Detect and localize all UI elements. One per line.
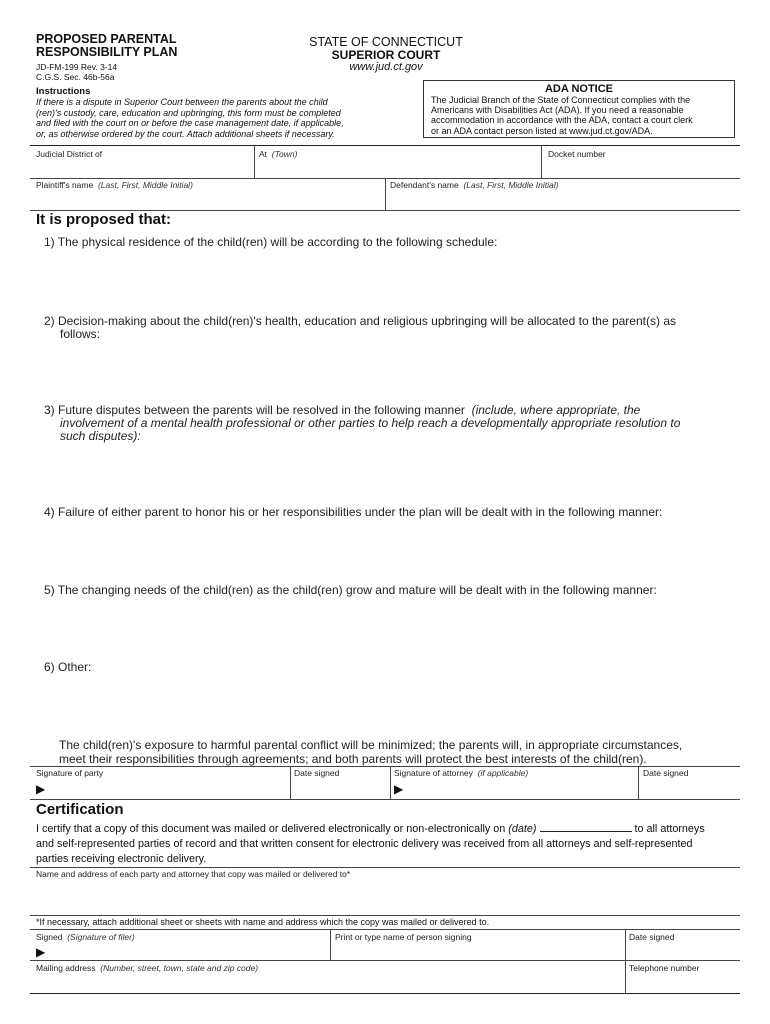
divider xyxy=(625,929,626,993)
cert-line: parties receiving electronic delivery. xyxy=(36,853,207,865)
statute-reference: C.G.S. Sec. 46b-56a xyxy=(36,72,115,82)
ada-line: Americans with Disabilities Act (ADA). If you need a reasonable xyxy=(431,105,684,116)
form-title-line1: PROPOSED PARENTAL xyxy=(36,32,177,46)
closing-statement xyxy=(59,738,682,766)
town-hint: (Town) xyxy=(271,149,298,159)
state-name: STATE OF CONNECTICUT xyxy=(309,35,463,49)
signature-row-bottom xyxy=(30,799,740,800)
attorney-date-field[interactable] xyxy=(643,768,688,778)
cert-line: and self-represented parties of record and that written consent for electronic delivery was received from all attorneys and self-represented xyxy=(36,838,693,850)
signature-row-top xyxy=(30,766,740,767)
rule xyxy=(30,867,740,868)
instructions-line: (ren)'s custody, care, education and upbringing, this form must be completed xyxy=(36,107,341,118)
divider xyxy=(638,766,639,799)
cert-line: I certify that a copy of this document was mailed or delivered electronically or non-electronically on xyxy=(36,823,506,835)
signed-label: Signed xyxy=(36,932,63,942)
rule xyxy=(30,915,740,916)
arrow-icon: ▶ xyxy=(394,782,404,796)
telephone-field[interactable] xyxy=(629,963,699,973)
divider xyxy=(390,766,391,799)
proposal-heading: It is proposed that: xyxy=(36,211,171,228)
item-changing-needs: 5) The changing needs of the child(ren) as the child(ren) grow and mature will be dealt with in the following manner: xyxy=(44,583,657,597)
judicial-district-field[interactable] xyxy=(36,149,102,159)
divider xyxy=(254,145,255,178)
item-failure-to-honor: 4) Failure of either parent to honor his or her responsibilities under the plan will be dealt with in the following manner: xyxy=(44,505,663,519)
mailing-hint: (Number, street, town, state and zip code) xyxy=(100,963,259,973)
rule xyxy=(30,960,740,961)
arrow-icon: ▶ xyxy=(36,782,46,796)
divider xyxy=(385,178,386,210)
ada-line: or an ADA contact person listed at www.jud.ct.gov/ADA. xyxy=(431,125,653,136)
ada-notice-text xyxy=(424,95,734,136)
cert-date-label: (date) xyxy=(508,823,537,835)
cert-date-input[interactable] xyxy=(540,821,632,832)
date-signed-label: Date signed xyxy=(294,768,340,778)
closing-line: meet their responsibilities through agreements; and both parents will protect the best interests of the child(ren). xyxy=(59,752,647,766)
party-signature-field[interactable] xyxy=(36,768,103,778)
table-top-rule xyxy=(30,145,740,146)
attorney-hint: (if applicable) xyxy=(477,768,529,778)
item-line: follows: xyxy=(60,327,101,341)
name-address-label: Name and address of each party and attorney that copy was mailed or delivered to* xyxy=(36,869,351,879)
certification-text xyxy=(36,821,736,867)
certification-heading: Certification xyxy=(36,801,124,818)
instructions-line: and filed with the court on or before the case management date, if applicable, xyxy=(36,118,344,128)
item-line: 3) Future disputes between the parents will be resolved in the following manner xyxy=(44,403,465,417)
defendant-label: Defendant's name xyxy=(390,180,459,190)
date-signed-label: Date signed xyxy=(643,768,689,778)
item-physical-residence: 1) The physical residence of the child(ren) will be according to the following schedule: xyxy=(44,235,498,249)
form-title-line2: RESPONSIBILITY PLAN xyxy=(36,45,178,59)
closing-line: The child(ren)'s exposure to harmful parental conflict will be minimized; the parents will, in appropriate circumstances, xyxy=(59,738,683,752)
judicial-district-label: Judicial District of xyxy=(36,149,103,159)
divider xyxy=(330,929,331,960)
instructions-text xyxy=(36,97,344,139)
defendant-hint: (Last, First, Middle Initial) xyxy=(463,180,559,190)
at-label: At xyxy=(259,149,268,159)
item-line: 2) Decision-making about the child(ren)'s health, education and religious upbringing will be allocated to the parent(s) as xyxy=(44,314,676,328)
mailing-address-field[interactable] xyxy=(36,963,258,973)
item-italic: involvement of a mental health professional or other parties to help reach a developmentally appropriate resolution to xyxy=(60,416,681,430)
attorney-signature-field[interactable] xyxy=(394,768,528,778)
instructions-line: or, as otherwise ordered by the court. Attach additional sheets if necessary. xyxy=(36,128,335,139)
ada-notice-box xyxy=(423,80,735,138)
defendant-name-field[interactable] xyxy=(390,180,558,190)
cert-line: to all attorneys xyxy=(634,823,705,835)
item-italic: such disputes): xyxy=(60,429,141,443)
item-future-disputes xyxy=(44,404,680,443)
form-title xyxy=(36,33,177,59)
print-name-label: Print or type name of person signing xyxy=(335,932,472,942)
item-italic: (include, where appropriate, the xyxy=(471,403,641,417)
signed-hint: (Signature of filer) xyxy=(67,932,135,942)
plaintiff-hint: (Last, First, Middle Initial) xyxy=(97,180,193,190)
divider xyxy=(541,145,542,178)
footnote: *If necessary, attach additional sheet or sheets with name and address which the copy was mailed or delivered to. xyxy=(36,917,490,927)
telephone-label: Telephone number xyxy=(629,963,700,973)
instructions-line: If there is a dispute in Superior Court between the parents about the child xyxy=(36,97,328,107)
name-address-field[interactable] xyxy=(36,869,350,879)
ada-line: accommodation in accordance with the ADA, contact a court clerk xyxy=(431,115,693,126)
filer-signature-field[interactable] xyxy=(36,932,135,942)
court-name: SUPERIOR COURT xyxy=(331,48,441,62)
divider xyxy=(290,766,291,799)
plaintiff-label: Plaintiff's name xyxy=(36,180,94,190)
filer-date-field[interactable] xyxy=(629,932,674,942)
docket-label: Docket number xyxy=(548,149,606,159)
arrow-icon: ▶ xyxy=(36,945,46,959)
instructions-title: Instructions xyxy=(36,86,91,97)
docket-number-field[interactable] xyxy=(548,149,606,159)
party-signature-label: Signature of party xyxy=(36,768,104,778)
attorney-signature-label: Signature of attorney xyxy=(394,768,473,778)
form-code: JD-FM-199 Rev. 3-14 xyxy=(36,62,118,72)
ada-notice-title: ADA NOTICE xyxy=(544,83,614,95)
item-decision-making xyxy=(44,315,676,341)
mailing-label: Mailing address xyxy=(36,963,96,973)
date-signed-label: Date signed xyxy=(629,932,675,942)
item-other: 6) Other: xyxy=(44,660,92,674)
court-website[interactable]: www.jud.ct.gov xyxy=(349,61,423,73)
party-date-field[interactable] xyxy=(294,768,339,778)
table-bottom-rule xyxy=(30,993,740,994)
print-name-field[interactable] xyxy=(335,932,472,942)
rule xyxy=(30,929,740,930)
plaintiff-name-field[interactable] xyxy=(36,180,193,190)
town-field[interactable] xyxy=(259,149,297,159)
ada-line: The Judicial Branch of the State of Connecticut complies with the xyxy=(431,95,691,105)
